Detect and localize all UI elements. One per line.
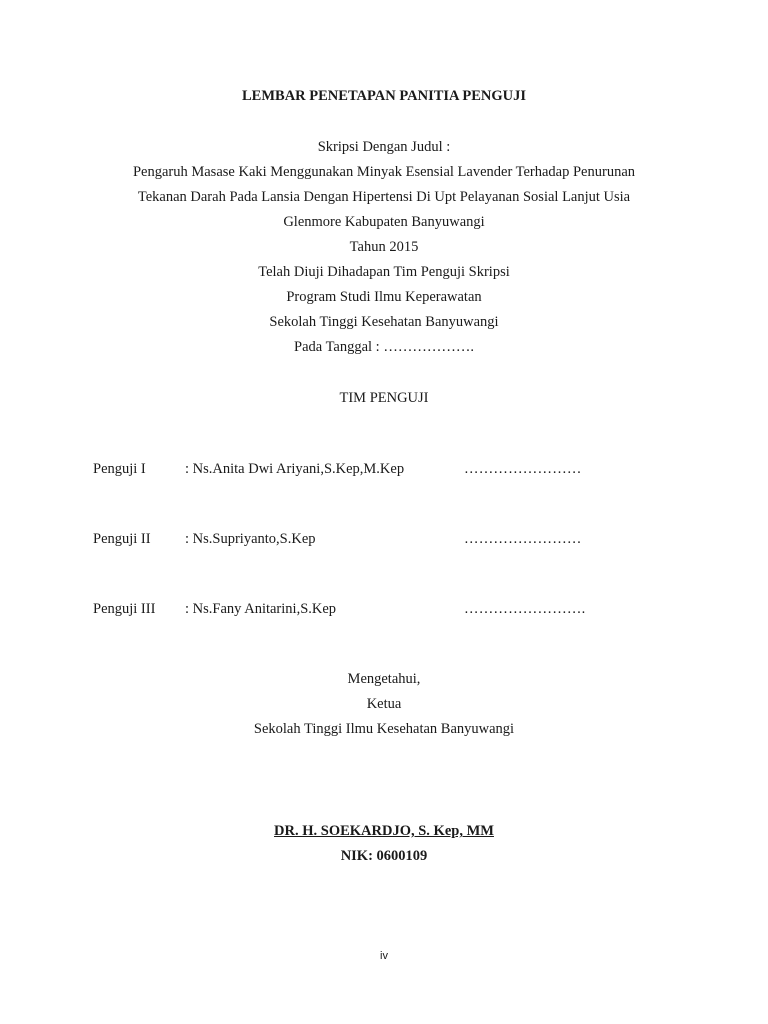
thesis-title-line-1: Pengaruh Masase Kaki Menggunakan Minyak Esensial Lavender Terhadap Penurunan <box>132 164 636 180</box>
institution-name: Sekolah Tinggi Kesehatan Banyuwangi <box>269 314 499 330</box>
signatory-name-wrap <box>0 822 768 840</box>
approval-institution: Sekolah Tinggi Ilmu Kesehatan Banyuwangi <box>253 721 515 737</box>
thesis-title-line-3: Glenmore Kabupaten Banyuwangi <box>283 214 485 230</box>
examiner-name: : Ns.Fany Anitarini,S.Kep <box>185 601 337 617</box>
signature-line: …………………… <box>464 461 582 477</box>
exam-date: Pada Tanggal : ………………. <box>294 339 474 355</box>
examiner-role: Penguji III <box>93 601 156 617</box>
page-number: iv <box>380 950 388 962</box>
examiner-row <box>93 600 693 618</box>
signature-line: ……………………. <box>464 601 586 617</box>
examiner-row <box>93 530 693 548</box>
thesis-label: Skripsi Dengan Judul : <box>317 139 451 155</box>
thesis-title-line-2: Tekanan Darah Pada Lansia Dengan Hipertensi Di Upt Pelayanan Sosial Lanjut Usia <box>137 189 631 205</box>
examiner-role: Penguji II <box>93 531 151 547</box>
examiner-name: : Ns.Anita Dwi Ariyani,S.Kep,M.Kep <box>185 461 405 477</box>
study-program: Program Studi Ilmu Keperawatan <box>286 289 482 305</box>
signature-line: …………………… <box>464 531 582 547</box>
examiner-row <box>93 460 693 478</box>
approval-label: Mengetahui, <box>347 671 421 687</box>
approval-position: Ketua <box>366 696 402 712</box>
examiner-role: Penguji I <box>93 461 146 477</box>
signatory-name: DR. H. SOEKARDJO, S. Kep, MM <box>274 823 494 839</box>
document-title: LEMBAR PENETAPAN PANITIA PENGUJI <box>242 88 526 104</box>
thesis-year: Tahun 2015 <box>349 239 419 255</box>
team-heading: TIM PENGUJI <box>339 390 429 406</box>
examined-statement: Telah Diuji Dihadapan Tim Penguji Skripsi <box>258 264 510 280</box>
signatory-nik: NIK: 0600109 <box>340 848 428 864</box>
examiner-name: : Ns.Supriyanto,S.Kep <box>185 531 316 547</box>
